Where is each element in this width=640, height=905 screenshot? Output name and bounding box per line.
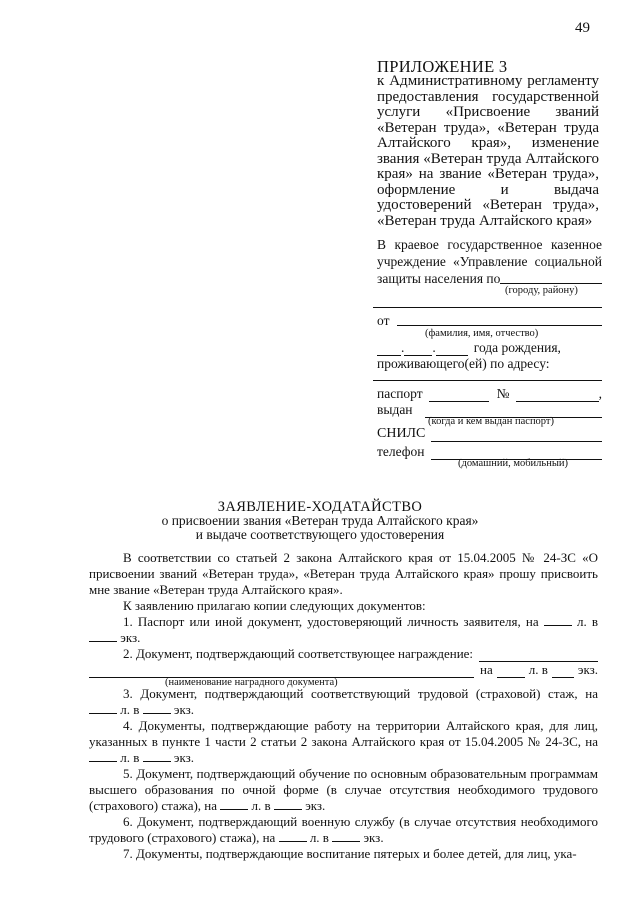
intro-paragraph: В соответствии со статьей 2 закона Алтайского края от 15.04.2005 № 24-ЗС «О присвоении званий «Ветеран труда», «Ветеран труда Алтайского края» прошу присвоить мне звание «Ветеран труда Алтайского края». — [89, 550, 598, 597]
item-6 — [89, 814, 598, 846]
item-2-text: 2. Документ, подтверждающий соответствующее награждение: — [123, 646, 474, 661]
item-2-lv: л. в — [528, 662, 548, 677]
item-4-text: 4. Документы, подтверждающие работу на территории Алтайского края, для лиц, указанных в пункте 1 части 2 статьи 2 закона Алтайского края от 15.04.2005 № 24-ЗС, — [89, 718, 598, 749]
number-label: № — [496, 386, 510, 401]
birth-row — [377, 340, 602, 356]
item-1-copies-field[interactable] — [89, 630, 117, 642]
item-4-copies-field[interactable] — [143, 750, 171, 762]
snils-label: СНИЛС — [377, 426, 426, 441]
issued-label: выдан — [377, 402, 413, 417]
fio-field[interactable] — [397, 313, 602, 326]
recipient-line-2: учреждение «Управление социальной — [377, 254, 602, 269]
phone-label: телефон — [377, 444, 425, 459]
from-row — [377, 313, 602, 329]
item-6-copies-field[interactable] — [332, 830, 360, 842]
item-3-pages-field[interactable] — [89, 702, 117, 714]
item-2-copies-field[interactable] — [552, 666, 574, 678]
statement-title: ЗАЯВЛЕНИЕ-ХОДАТАЙСТВО — [217, 499, 423, 515]
comma-icon: , — [598, 386, 602, 401]
item-5-pages-field[interactable] — [220, 798, 248, 810]
district-field[interactable] — [500, 270, 602, 284]
item-4-lv: л. в — [120, 750, 140, 765]
item-1 — [89, 614, 598, 646]
item-1-text: 1. Паспорт или иной документ, удостоверяющий личность заявителя, на — [123, 614, 539, 629]
dot-icon: . — [401, 340, 405, 355]
item-3-na: на — [585, 686, 599, 701]
phone-caption: (домашний, мобильный) — [458, 458, 568, 469]
item-5-copies-field[interactable] — [274, 798, 302, 810]
district-extra-line[interactable] — [373, 307, 602, 308]
item-4 — [89, 718, 598, 766]
district-caption: (городу, району) — [505, 285, 578, 296]
award-caption: (наименование наградного документа) — [165, 677, 338, 688]
item-3-text: 3. Документ, подтверждающий соответствующий трудовой (страховой) стаж, — [123, 686, 578, 701]
item-7: 7. Документы, подтверждающие воспитание пятерых и более детей, для лиц, ука- — [123, 846, 577, 861]
item-2-line-2 — [89, 662, 598, 678]
item-2 — [89, 646, 598, 662]
snils-row — [377, 426, 602, 442]
item-6-pages-field[interactable] — [279, 830, 307, 842]
item-3-ekz: экз. — [173, 702, 194, 717]
snils-field[interactable] — [431, 430, 602, 442]
item-2-na: на — [480, 662, 493, 677]
residing-label: проживающего(ей) по адресу: — [377, 356, 550, 371]
passport-number-field[interactable] — [516, 390, 599, 402]
page-number: 49 — [575, 20, 590, 36]
issued-caption: (когда и кем выдан паспорт) — [428, 416, 555, 427]
dot-icon: . — [432, 340, 436, 355]
address-field[interactable] — [373, 380, 602, 381]
passport-series-field[interactable] — [429, 390, 489, 402]
statement-subtitle-2: и выдаче соответствующего удостоверения — [195, 527, 445, 542]
passport-label: паспорт — [377, 386, 423, 401]
item-5-text: 5. Документ, подтверждающий обучение по основным образовательным программам высшего образования по очной форме (в случае отсутствия необходимого трудового (страхового) стажа), на — [89, 766, 598, 813]
appendix-title: ПРИЛОЖЕНИЕ 3 — [377, 57, 508, 76]
birth-month-field[interactable] — [404, 344, 432, 356]
item-6-ekz: экз. — [363, 830, 384, 845]
passport-row — [377, 386, 602, 402]
item-3-copies-field[interactable] — [143, 702, 171, 714]
item-1-pages-field[interactable] — [544, 614, 572, 626]
fio-caption: (фамилия, имя, отчество) — [425, 328, 539, 339]
from-label: от — [377, 313, 390, 328]
item-4-ekz: экз. — [173, 750, 194, 765]
item-2-award-field[interactable] — [479, 650, 598, 662]
item-1-pages-label: л. в — [576, 614, 598, 629]
statement-subtitle-1: о присвоении звания «Ветеран труда Алтайского края» — [161, 513, 479, 528]
item-4-pages-field[interactable] — [89, 750, 117, 762]
recipient-line-1: В краевое государственное казенное — [377, 237, 602, 252]
item-5-lv: л. в — [251, 798, 271, 813]
item-2-pages-field[interactable] — [497, 666, 525, 678]
item-4-na: на — [585, 734, 598, 749]
item-6-text: 6. Документ, подтверждающий военную службу (в случае отсутствия необходимого трудового (страхового) стажа), на — [89, 814, 598, 845]
birth-day-field[interactable] — [377, 344, 401, 356]
appendix-reference: к Административному регламенту предоставления государственной услуги «Присвоение званий «Ветеран труда», «Ветеран труда Алтайского края», изменение звания «Ветеран труда Алтайского края» на звание «Ветеран труда», оформление и выдача удостоверений «Ветеран труда», «Ветеран труда Алтайского края» — [377, 73, 599, 229]
recipient-block — [377, 236, 602, 287]
birth-year-field[interactable] — [436, 344, 468, 356]
birth-tail: года рождения, — [473, 340, 561, 355]
item-6-lv: л. в — [309, 830, 329, 845]
item-2-ekz: экз. — [577, 662, 598, 677]
item-3-lv: л. в — [120, 702, 140, 717]
attachments-intro: К заявлению прилагаю копии следующих документов: — [123, 598, 426, 613]
statement-heading — [0, 500, 640, 542]
item-1-copies-label: экз. — [120, 630, 141, 645]
item-3 — [89, 686, 598, 718]
recipient-line-3-text: защиты населения по — [377, 271, 501, 286]
item-5-ekz: экз. — [305, 798, 326, 813]
item-5 — [89, 766, 598, 814]
